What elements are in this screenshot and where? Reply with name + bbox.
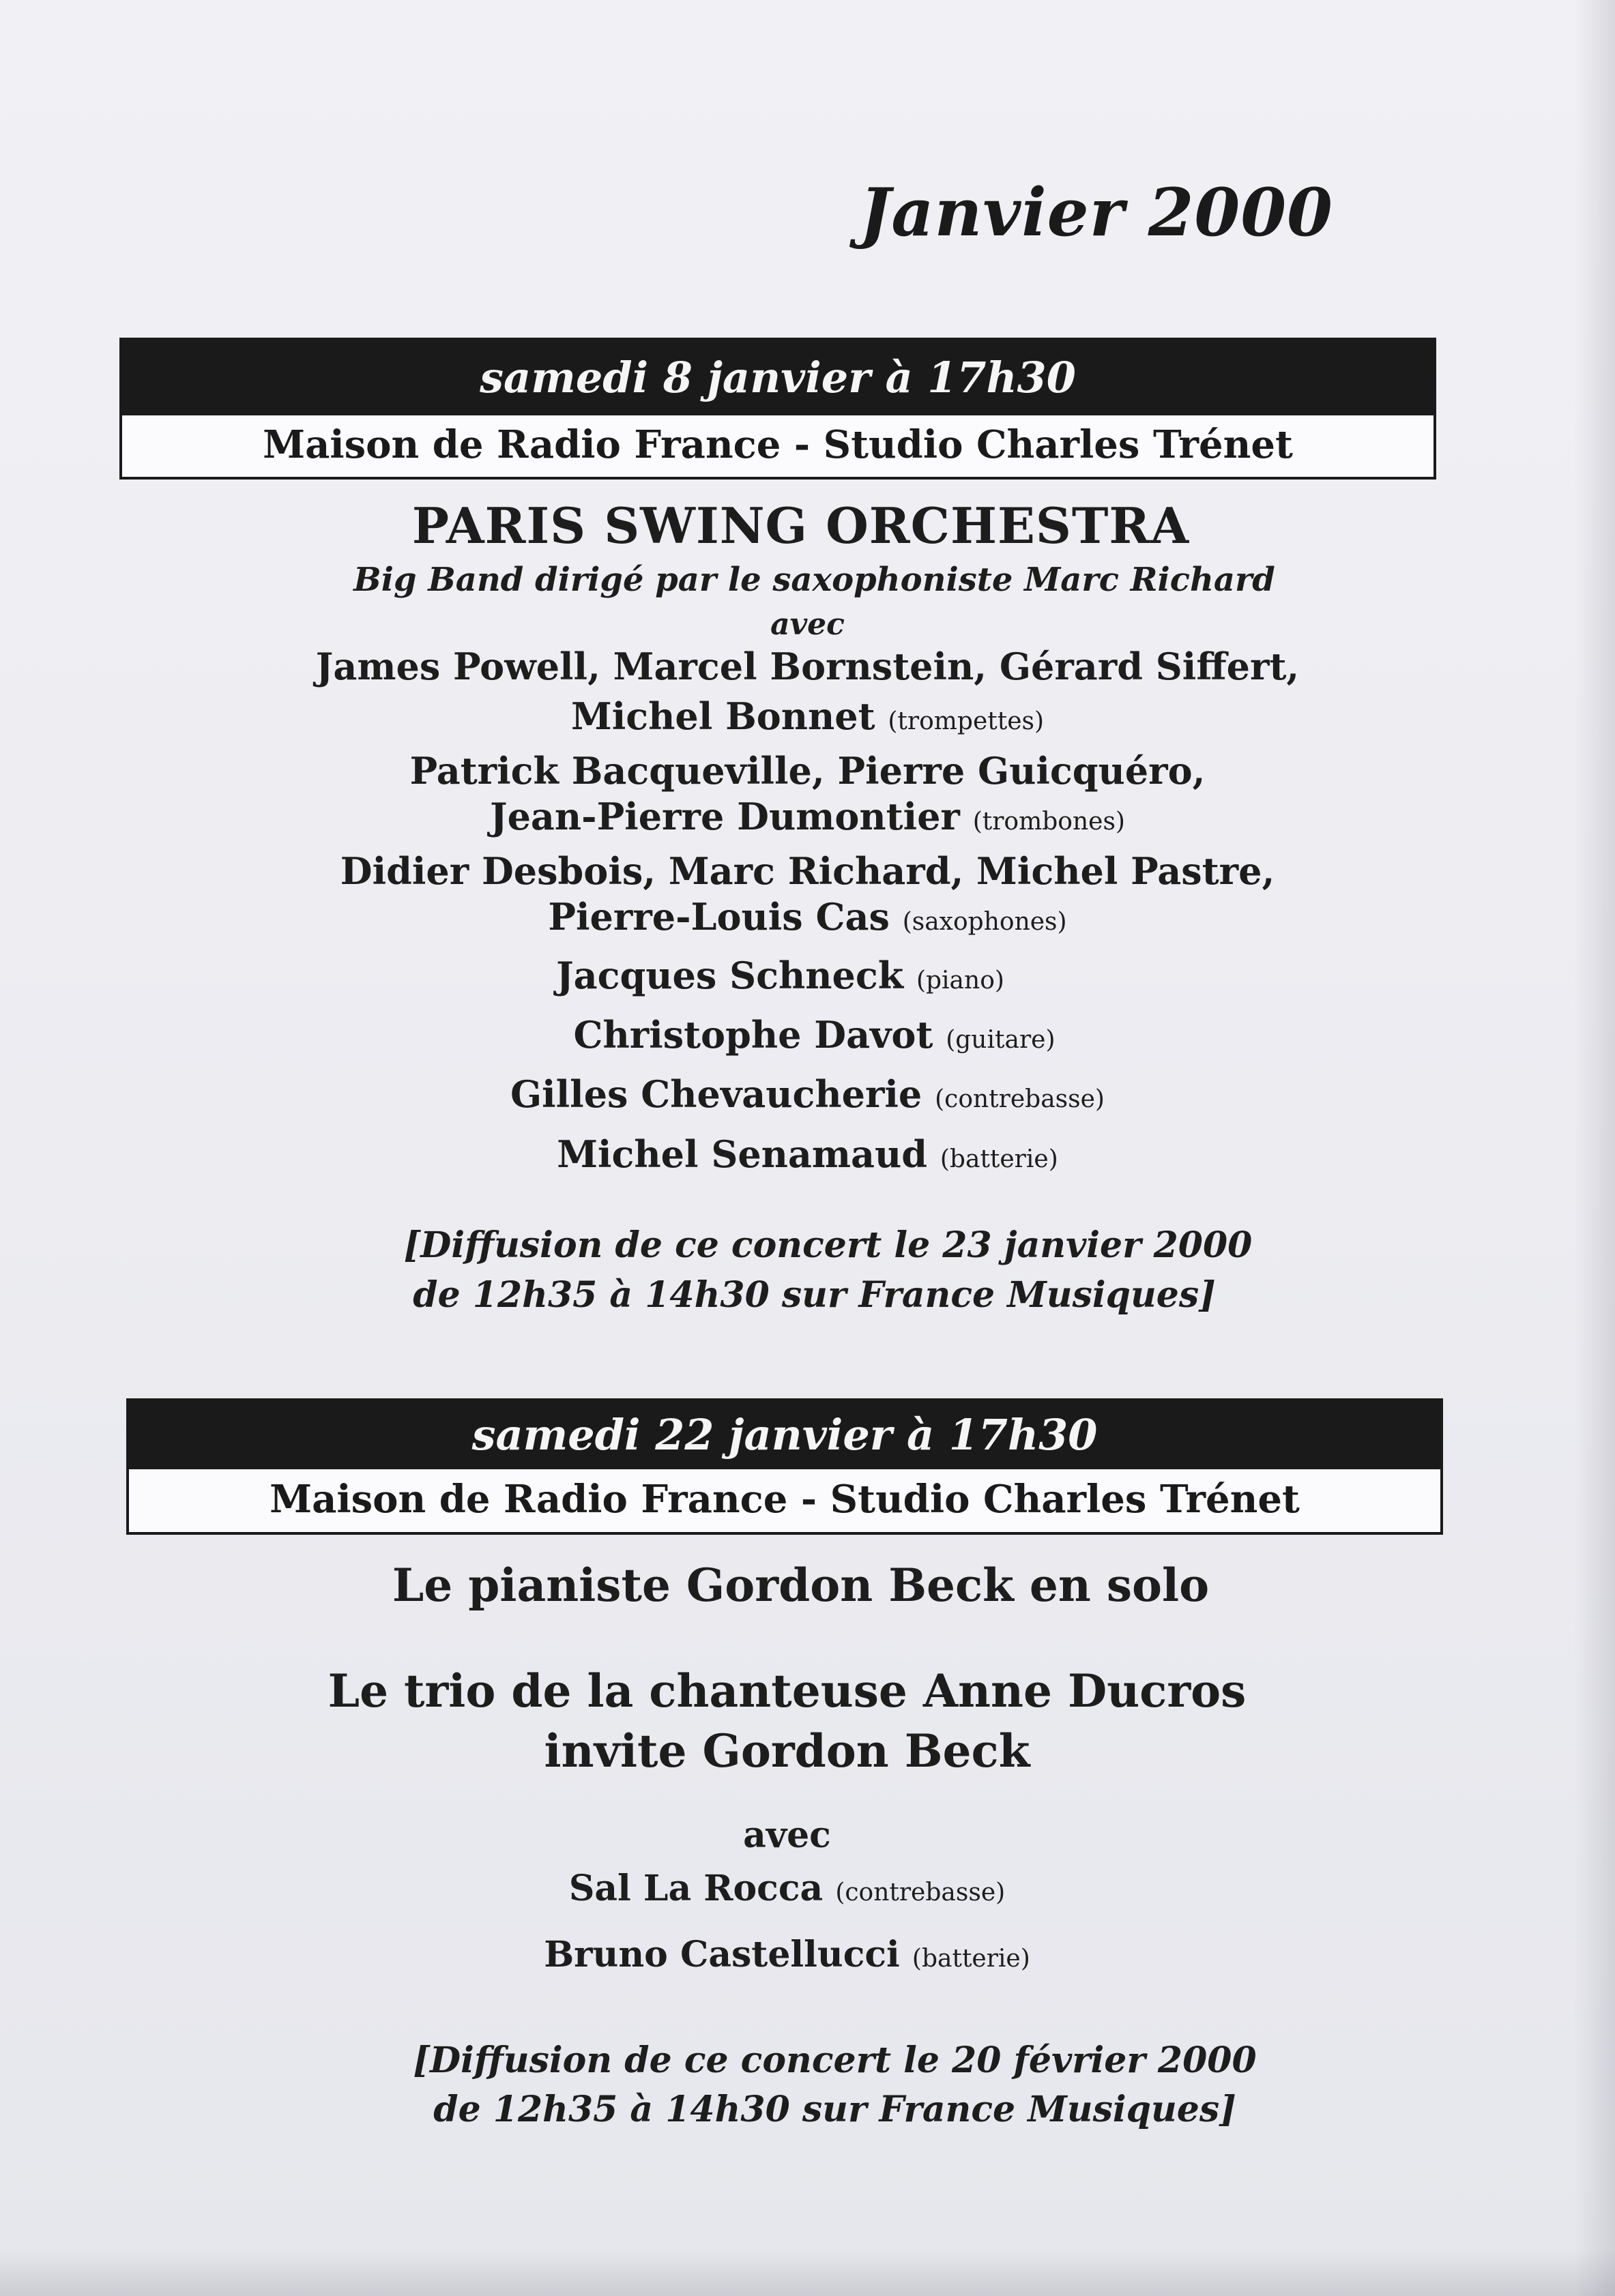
concert1-line-6 (0, 895, 1615, 939)
concert1-ensemble: PARIS SWING ORCHESTRA (411, 497, 1190, 555)
concert2-banner (126, 1398, 1443, 1535)
concert1-line-9 (0, 1072, 1615, 1116)
performer-names: Pierre-Louis Cas (548, 895, 890, 939)
concert1-banner (119, 338, 1436, 480)
concert1-line-1 (0, 645, 1615, 688)
concert1-line-4 (0, 795, 1615, 838)
instrument: (guitare) (946, 1026, 1056, 1054)
performer-names: Patrick Bacqueville, Pierre Guicquéro, (409, 749, 1206, 793)
concert1-line-8 (7, 1013, 1615, 1057)
concert1-line-10 (0, 1132, 1615, 1176)
concert1-line-7 (0, 954, 1588, 997)
performer-names: Didier Desbois, Marc Richard, Michel Pastre, (340, 849, 1275, 893)
concert1-broadcast-line1: [Diffusion de ce concert le 23 janvier 2000 (403, 1224, 1253, 1266)
concert2-broadcast-line1: [Diffusion de ce concert le 20 février 2000 (413, 2040, 1257, 2081)
performer-names: Gilles Chevaucherie (510, 1072, 922, 1116)
concert1-date: samedi 8 janvier à 17h30 (122, 340, 1434, 415)
concert2-broadcast-line2: de 12h35 à 14h30 sur France Musiques] (433, 2089, 1236, 2130)
concert2-title2-line1: Le trio de la chanteuse Anne Ducros (328, 1664, 1247, 1718)
performer-names: Bruno Castellucci (544, 1934, 900, 1975)
concert2-line-1 (0, 1868, 1595, 1909)
performer-names: Jean-Pierre Dumontier (490, 795, 960, 838)
instrument: (piano) (916, 967, 1004, 995)
performer-names: Sal La Rocca (568, 1868, 824, 1909)
concert1-broadcast-line2: de 12h35 à 14h30 sur France Musiques] (413, 1274, 1216, 1316)
performer-names: Michel Senamaud (557, 1132, 928, 1176)
instrument: (contrebasse) (835, 1879, 1006, 1907)
performer-names: James Powell, Marcel Bornstein, Gérard Siffert, (315, 645, 1300, 688)
instrument: (saxophones) (902, 908, 1067, 936)
concert2-venue: Maison de Radio France - Studio Charles Trénet (270, 1477, 1300, 1522)
performer-names: Christophe Davot (573, 1013, 933, 1057)
concert2-date: samedi 22 janvier à 17h30 (129, 1401, 1440, 1469)
month-title: Janvier 2000 (860, 174, 1333, 251)
instrument: (trompettes) (888, 707, 1045, 735)
concert2-title1: Le pianiste Gordon Beck en solo (392, 1559, 1210, 1612)
concert2-title2-line2: invite Gordon Beck (544, 1724, 1030, 1778)
concert2-avec: avec (743, 1814, 831, 1856)
concert1-line-5 (0, 849, 1615, 893)
concert1-venue: Maison de Radio France - Studio Charles Trénet (263, 422, 1293, 467)
paper-bottom-shadow (0, 2248, 1615, 2296)
concert1-line-2 (0, 694, 1615, 738)
concert1-subtitle: Big Band dirigé par le saxophoniste Marc Richard (353, 561, 1275, 599)
performer-names: Jacques Schneck (556, 954, 904, 997)
performer-names: Michel Bonnet (570, 694, 875, 738)
concert1-avec: avec (770, 607, 845, 642)
instrument: (contrebasse) (935, 1085, 1105, 1113)
concert2-line-2 (0, 1934, 1595, 1975)
concert1-line-3 (0, 749, 1615, 793)
instrument: (trombones) (972, 808, 1125, 836)
instrument: (batterie) (940, 1145, 1058, 1173)
instrument: (batterie) (912, 1945, 1030, 1973)
